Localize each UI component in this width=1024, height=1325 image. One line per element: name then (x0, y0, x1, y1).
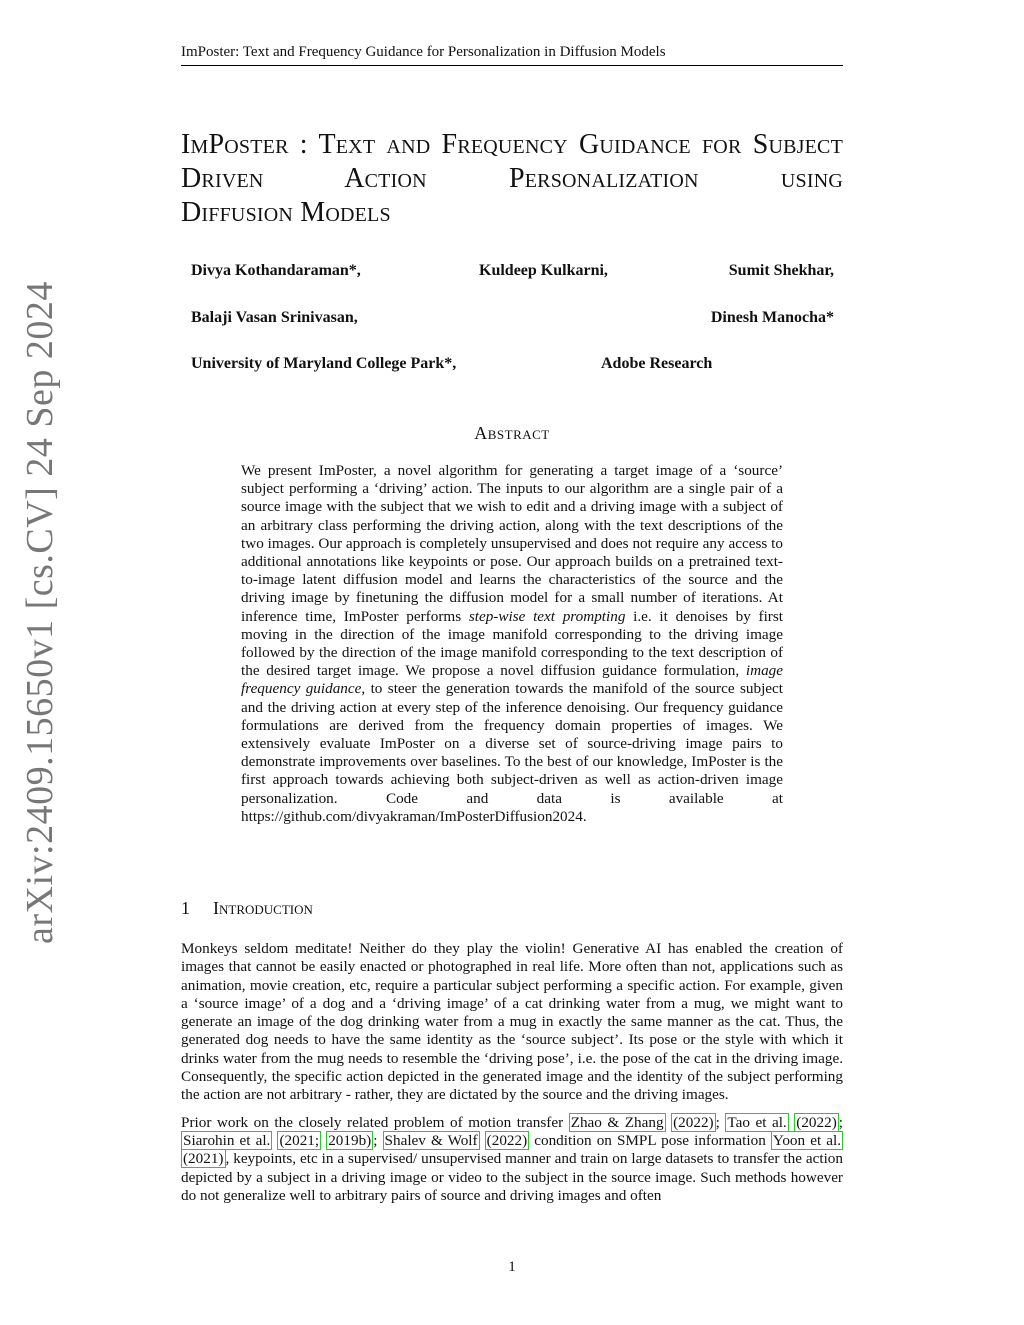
section-heading-introduction (181, 898, 313, 919)
author-name: Divya Kothandaraman*, (191, 262, 361, 279)
arxiv-identifier[interactable]: arXiv:2409.15650v1 [cs.CV] 24 Sep 2024 (19, 281, 61, 944)
paragraph-text: condition on SMPL pose information (529, 1131, 771, 1149)
citation-year-link[interactable]: (2022) (796, 1113, 837, 1131)
citation-year-link[interactable]: (2021) (183, 1150, 224, 1168)
introduction-body (181, 940, 843, 1214)
paragraph-text: ; (838, 1113, 844, 1131)
paragraph-text: ; (373, 1131, 383, 1149)
page-number: 1 (508, 1259, 516, 1275)
author-name: Kuldeep Kulkarni, (479, 262, 608, 279)
running-head: ImPoster: Text and Frequency Guidance for Personalization in Diffusion Models (181, 44, 843, 66)
paragraph: Monkeys seldom meditate! Neither do they play the violin! Generative AI has enabled the creation of images that cannot be easily enacted or photographed in real life. More often than not, applications such as animation, movie creation, etc, require a particular subject performing a specific action. For example, given a ‘source image’ of a dog and a ‘driving image’ of a cat drinking water from a mug, we might want to generate an image of the dog drinking water from a mug in exactly the same manner as the cat. Thus, the generated dog needs to have the same identity as the ‘source subject’. Its pose or the style with which it drinks water from the mug needs to resemble the ‘driving pose’, i.e. the pose of the cat in the driving image. Consequently, the specific action depicted in the generated image and the identity of the subject performing the action are not arbitrary - rather, they are dictated by the source and the driving images. (181, 940, 843, 1104)
affiliation: University of Maryland College Park*, (191, 355, 457, 372)
abstract-heading: Abstract (474, 423, 550, 443)
citation-year-link[interactable]: (2022) (673, 1113, 714, 1131)
paragraph-text: ; (715, 1113, 726, 1131)
citation-link[interactable]: Shalev & Wolf (384, 1131, 478, 1149)
abstract-body (241, 462, 783, 826)
author-row-2 (191, 309, 834, 329)
author-name: Balaji Vasan Srinivasan, (191, 309, 358, 326)
paper-title (181, 128, 843, 230)
section-title: Introduction (213, 898, 313, 918)
citation-link[interactable]: Tao et al. (727, 1113, 787, 1131)
citation-year-link[interactable]: (2022) (486, 1131, 528, 1149)
author-name: Dinesh Manocha* (710, 309, 834, 326)
citation-year-link[interactable]: 2019b) (328, 1131, 372, 1149)
abstract-text: i.e. it denoises by first moving in the direction of the image manifold corresponding to the driving image followed by the direction of the image manifold corresponding to the text description of the desired target image. We propose a novel diffusion guidance formulation, (241, 607, 783, 680)
citation-year-link[interactable]: (2021; (279, 1131, 320, 1149)
abstract-emphasis: image frequency guidance (241, 662, 783, 698)
title-line-2: Subject Driven Action Personalization using (181, 129, 843, 194)
citation-link[interactable]: Zhao & Zhang (570, 1113, 664, 1131)
paragraph-text: Prior work on the closely related problem of motion transfer (181, 1113, 569, 1131)
affiliation: Adobe Research (601, 355, 713, 372)
abstract-text: We present ImPoster, a novel algorithm for generating a target image of a ‘source’ subject performing a ‘driving’ action. The inputs to our algorithm are a single pair of a source image with the subject that we wish to edit and a driving image with a subject of an arbitrary class performing the driving action, along with the text descriptions of the two images. Our approach is completely unsupervised and does not require any access to additional annotations like keypoints or pose. Our approach builds on a pretrained text-to-image latent diffusion model and learns the characteristics of the source and the driving image by finetuning the diffusion model for a small number of iterations. At inference time, ImPoster performs (241, 462, 783, 625)
abstract-emphasis: step-wise text prompting (468, 607, 626, 625)
section-number: 1 (181, 898, 190, 918)
author-row-1 (191, 262, 834, 282)
paragraph-text: , keypoints, etc in a supervised/ unsupervised manner and train on large datasets to transfer the action depicted by a subject in a driving image or video to the subject in the source image. Such methods however do not generalize well to arbitrary pairs of source and driving images and often (181, 1150, 843, 1204)
author-name: Sumit Shekhar, (728, 262, 834, 279)
title-line-3: Diffusion Models (181, 197, 391, 228)
paragraph (181, 1114, 843, 1205)
title-line-1: ImPoster : Text and Frequency Guidance for (181, 129, 742, 160)
citation-link[interactable]: Yoon et al. (772, 1131, 842, 1149)
affiliation-row (191, 355, 834, 375)
abstract-text: , to steer the generation towards the manifold of the source subject and the driving action at every step of the inference denoising. Our frequency guidance formulations are derived from the frequency domain properties of images. We extensively evaluate ImPoster on a diverse set of source-driving image pairs to demonstrate improvements over baselines. To the best of our knowledge, ImPoster is the first approach towards achieving both subject-driven as well as action-driven image personalization. Code and data is available at https://github.com/divyakraman/ImPosterDiffusion2024. (241, 680, 784, 825)
citation-link[interactable]: Siarohin et al. (183, 1131, 271, 1149)
